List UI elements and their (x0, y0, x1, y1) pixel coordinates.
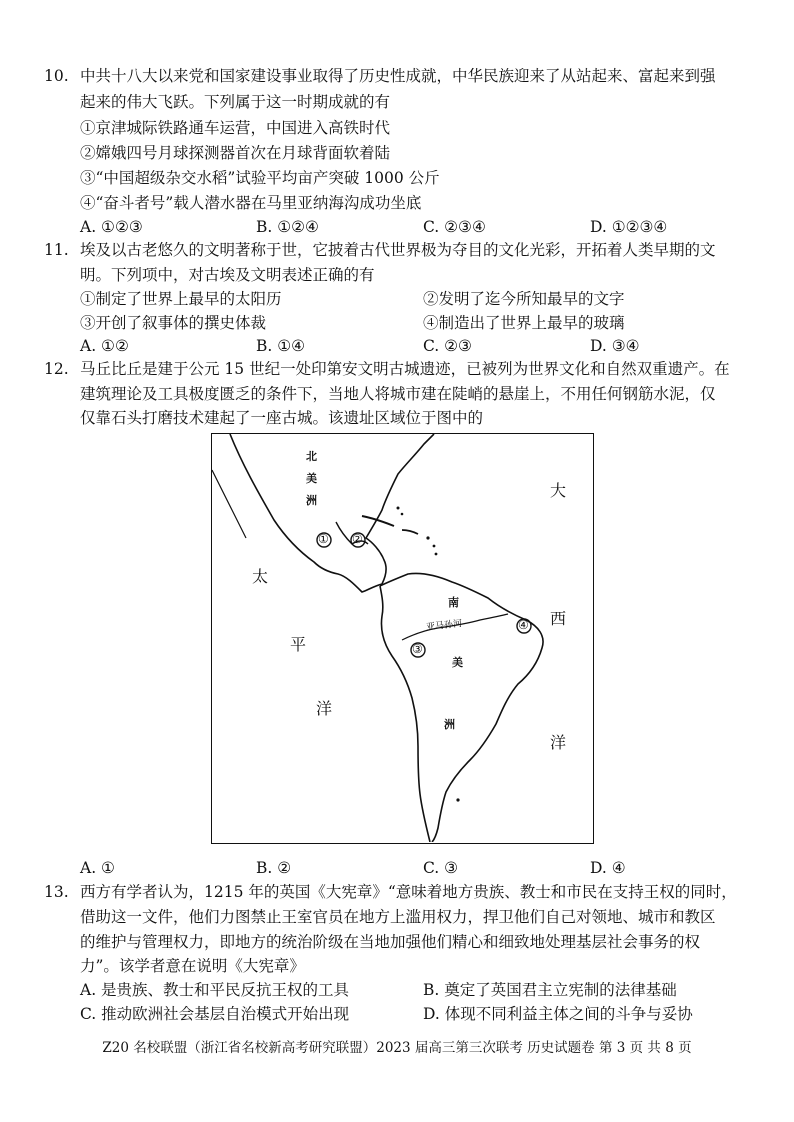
question-stem: 建筑理论及工具极度匮乏的条件下，当地人将城市建在陡峭的悬崖上，不用任何钢筋水泥，仅 (80, 385, 716, 403)
option-a: A. ① (80, 859, 115, 877)
option-b: B. ② (256, 859, 292, 877)
question-stem: 西方有学者认为，1215 年的英国《大宪章》“意味着地方贵族、教士和市民在支持王权的同时， (80, 883, 737, 901)
list-item: ④“奋斗者号”载人潜水器在马里亚纳海沟成功坐底 (80, 194, 422, 212)
north-america-label-1: 北 (306, 450, 317, 463)
question-stem: 借助这一文件，他们力图禁止王室官员在地方上滥用权力，捍卫他们自己对领地、城市和教区 (80, 908, 716, 926)
list-item: ③开创了叙事体的撰史体裁 (80, 314, 267, 332)
pacific-label-1: 太 (252, 567, 269, 586)
option-c: C. ②③④ (423, 218, 486, 236)
americas-map (211, 433, 594, 844)
option-a: A. 是贵族、教士和平民反抗王权的工具 (80, 981, 350, 999)
south-america-label-2: 美 (452, 656, 463, 669)
question-stem: 埃及以古老悠久的文明著称于世，它披着古代世界极为夺目的文化光彩，开拓着人类早期的文 (80, 241, 716, 259)
marker-1: ① (318, 532, 329, 546)
question-stem: 明。下列项中，对古埃及文明表述正确的有 (80, 266, 375, 284)
option-d: D. ③④ (590, 337, 640, 355)
question-stem: 马丘比丘是建于公元 15 世纪一处印第安文明古城遗迹，已被列为世界文化和自然双重遗产。在 (80, 360, 730, 378)
south-america-label-1: 南 (448, 596, 459, 609)
marker-2: ② (352, 532, 363, 546)
list-item: ④制造出了世界上最早的玻璃 (423, 314, 625, 332)
option-b: B. ①④ (256, 337, 306, 355)
option-d: D. ④ (590, 859, 626, 877)
option-a: A. ①② (80, 337, 129, 355)
option-a: A. ①②③ (80, 218, 143, 236)
option-c: C. ③ (423, 859, 459, 877)
list-item: ①制定了世界上最早的太阳历 (80, 290, 282, 308)
page-footer: Z20 名校联盟（浙江省名校新高考研究联盟）2023 届高三第三次联考 历史试题卷 第 3 页 共 8 页 (102, 1040, 692, 1056)
question-stem: 力”。该学者意在说明《大宪章》 (80, 957, 305, 975)
list-item: ③“中国超级杂交水稻”试验平均亩产突破 1000 公斤 (80, 169, 440, 187)
question-stem: 起来的伟大飞跃。下列属于这一时期成就的有 (80, 93, 391, 111)
question-stem: 仅靠石头打磨技术建起了一座古城。该遗址区域位于图中的 (80, 409, 484, 427)
question-number: 11. (44, 241, 69, 259)
list-item: ①京津城际铁路通车运营，中国进入高铁时代 (80, 119, 391, 137)
option-b: B. ①②④ (256, 218, 319, 236)
atlantic-label-1: 大 (550, 481, 567, 500)
marker-4: ④ (518, 618, 529, 632)
option-d: D. 体现不同利益主体之间的斗争与妥协 (423, 1005, 693, 1023)
question-stem: 的维护与管理权力，即地方的统治阶级在当地加强他们精心和细致地处理基层社会事务的权 (80, 933, 701, 951)
list-item: ②嫦娥四号月球探测器首次在月球背面软着陆 (80, 144, 391, 162)
atlantic-label-2: 西 (550, 609, 567, 628)
question-stem: 中共十八大以来党和国家建设事业取得了历史性成就，中华民族迎来了从站起来、富起来到强 (80, 67, 716, 85)
pacific-label-3: 洋 (316, 699, 333, 718)
map-outline (212, 434, 592, 842)
question-number: 10. (44, 67, 69, 85)
north-america-label-3: 洲 (306, 494, 317, 507)
option-c: C. ②③ (423, 337, 472, 355)
option-d: D. ①②③④ (590, 218, 668, 236)
marker-3: ③ (412, 642, 423, 656)
pacific-label-2: 平 (290, 635, 307, 654)
amazon-river-label: 亚马孙河 (425, 619, 463, 633)
atlantic-label-3: 洋 (550, 733, 567, 752)
option-c: C. 推动欧洲社会基层自治模式开始出现 (80, 1005, 350, 1023)
question-number: 13. (44, 883, 69, 901)
north-america-label-2: 美 (306, 472, 317, 485)
option-b: B. 奠定了英国君主立宪制的法律基础 (423, 981, 677, 999)
question-number: 12. (44, 360, 69, 378)
south-america-label-3: 洲 (444, 718, 455, 731)
list-item: ②发明了迄今所知最早的文字 (423, 290, 625, 308)
